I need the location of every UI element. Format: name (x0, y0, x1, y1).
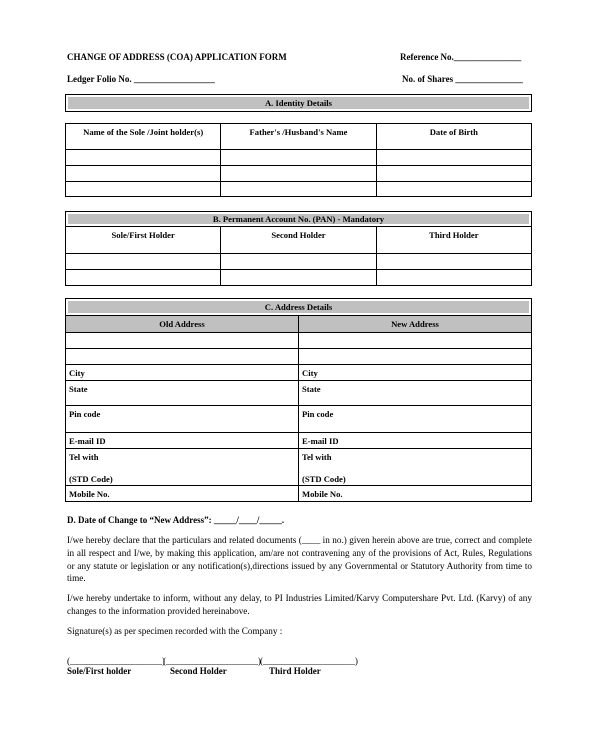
date-of-change-field[interactable]: D. Date of Change to “New Address”: _____/____/_____. (67, 515, 285, 525)
std-label: (STD Code) (302, 474, 346, 484)
holder-label-third: Third Holder (269, 666, 321, 676)
input-cell[interactable] (221, 150, 376, 166)
pan-table (65, 226, 532, 286)
col-header: Father's /Husband's Name (221, 124, 376, 150)
input-cell[interactable] (66, 182, 221, 197)
signature-line-second[interactable]: (____________________) (163, 656, 261, 666)
col-header: Sole/First Holder (66, 227, 221, 254)
col-header: Second Holder (221, 227, 376, 254)
identity-details-table (65, 123, 532, 197)
input-cell[interactable] (376, 182, 531, 197)
input-cell[interactable] (221, 166, 376, 182)
input-cell[interactable] (376, 166, 531, 182)
old-address-line[interactable] (66, 333, 299, 349)
std-label: (STD Code) (69, 474, 113, 484)
new-mobile[interactable]: Mobile No. (299, 486, 532, 502)
input-cell[interactable] (66, 166, 221, 182)
col-header: Third Holder (376, 227, 531, 254)
old-email[interactable]: E-mail ID (66, 433, 299, 449)
section-b-header (65, 211, 532, 227)
tel-label: Tel with (302, 452, 332, 462)
old-state[interactable]: State (66, 381, 299, 406)
col-header: Name of the Sole /Joint holder(s) (66, 124, 221, 150)
input-cell[interactable] (221, 270, 376, 286)
col-header: Date of Birth (376, 124, 531, 150)
signature-line-third[interactable]: (____________________) (260, 656, 358, 666)
new-address-header: New Address (299, 316, 532, 333)
input-cell[interactable] (376, 150, 531, 166)
old-city[interactable]: City (66, 365, 299, 381)
section-c-title: C. Address Details (68, 301, 529, 313)
input-cell[interactable] (221, 254, 376, 270)
signature-label: Signature(s) as per specimen recorded with the Company : (67, 626, 283, 636)
input-cell[interactable] (66, 270, 221, 286)
ledger-folio-field[interactable]: Ledger Folio No. __________________ (67, 74, 215, 84)
holder-label-second: Second Holder (170, 666, 227, 676)
new-email[interactable]: E-mail ID (299, 433, 532, 449)
holder-label-first: Sole/First holder (67, 666, 132, 676)
new-state[interactable]: State (299, 381, 532, 406)
section-a-title: A. Identity Details (68, 97, 529, 109)
old-address-header: Old Address (66, 316, 299, 333)
address-table (65, 298, 532, 502)
old-pin-code[interactable]: Pin code (66, 406, 299, 433)
input-cell[interactable] (66, 150, 221, 166)
undertaking-text: I/we hereby undertake to inform, without any delay, to PI Industries Limited/Karvy Computershare Pvt. Ltd. (Karvy) of any changes to the information provided hereinabove. (67, 593, 532, 616)
new-city[interactable]: City (299, 365, 532, 381)
input-cell[interactable] (221, 182, 376, 197)
input-cell[interactable] (376, 254, 531, 270)
signature-line-first[interactable]: (____________________) (67, 656, 165, 666)
new-address-line[interactable] (299, 349, 532, 365)
no-of-shares-field[interactable]: No. of Shares _______________ (402, 74, 523, 84)
old-mobile[interactable]: Mobile No. (66, 486, 299, 502)
reference-no-field[interactable]: Reference No._______________ (400, 52, 522, 62)
tel-label: Tel with (69, 452, 99, 462)
form-title: CHANGE OF ADDRESS (COA) APPLICATION FORM (67, 52, 287, 62)
input-cell[interactable] (376, 270, 531, 286)
input-cell[interactable] (66, 254, 221, 270)
section-a-header (65, 94, 532, 112)
new-address-line[interactable] (299, 333, 532, 349)
declaration-text: I/we hereby declare that the particulars and related documents (____ in no.) given herein above are true, correct and complete in all respect and I/we, by making this application, am/are not contravening any of the provisions of Act, Rules, Regulations or any statute or legislation or any notification(s),directions issued by any Governmental or Statutory Authority from time to time. (67, 535, 532, 584)
new-pin-code[interactable]: Pin code (299, 406, 532, 433)
old-address-line[interactable] (66, 349, 299, 365)
old-tel[interactable] (66, 449, 299, 486)
new-tel[interactable] (299, 449, 532, 486)
section-b-title: B. Permanent Account No. (PAN) - Mandatory (68, 214, 529, 224)
